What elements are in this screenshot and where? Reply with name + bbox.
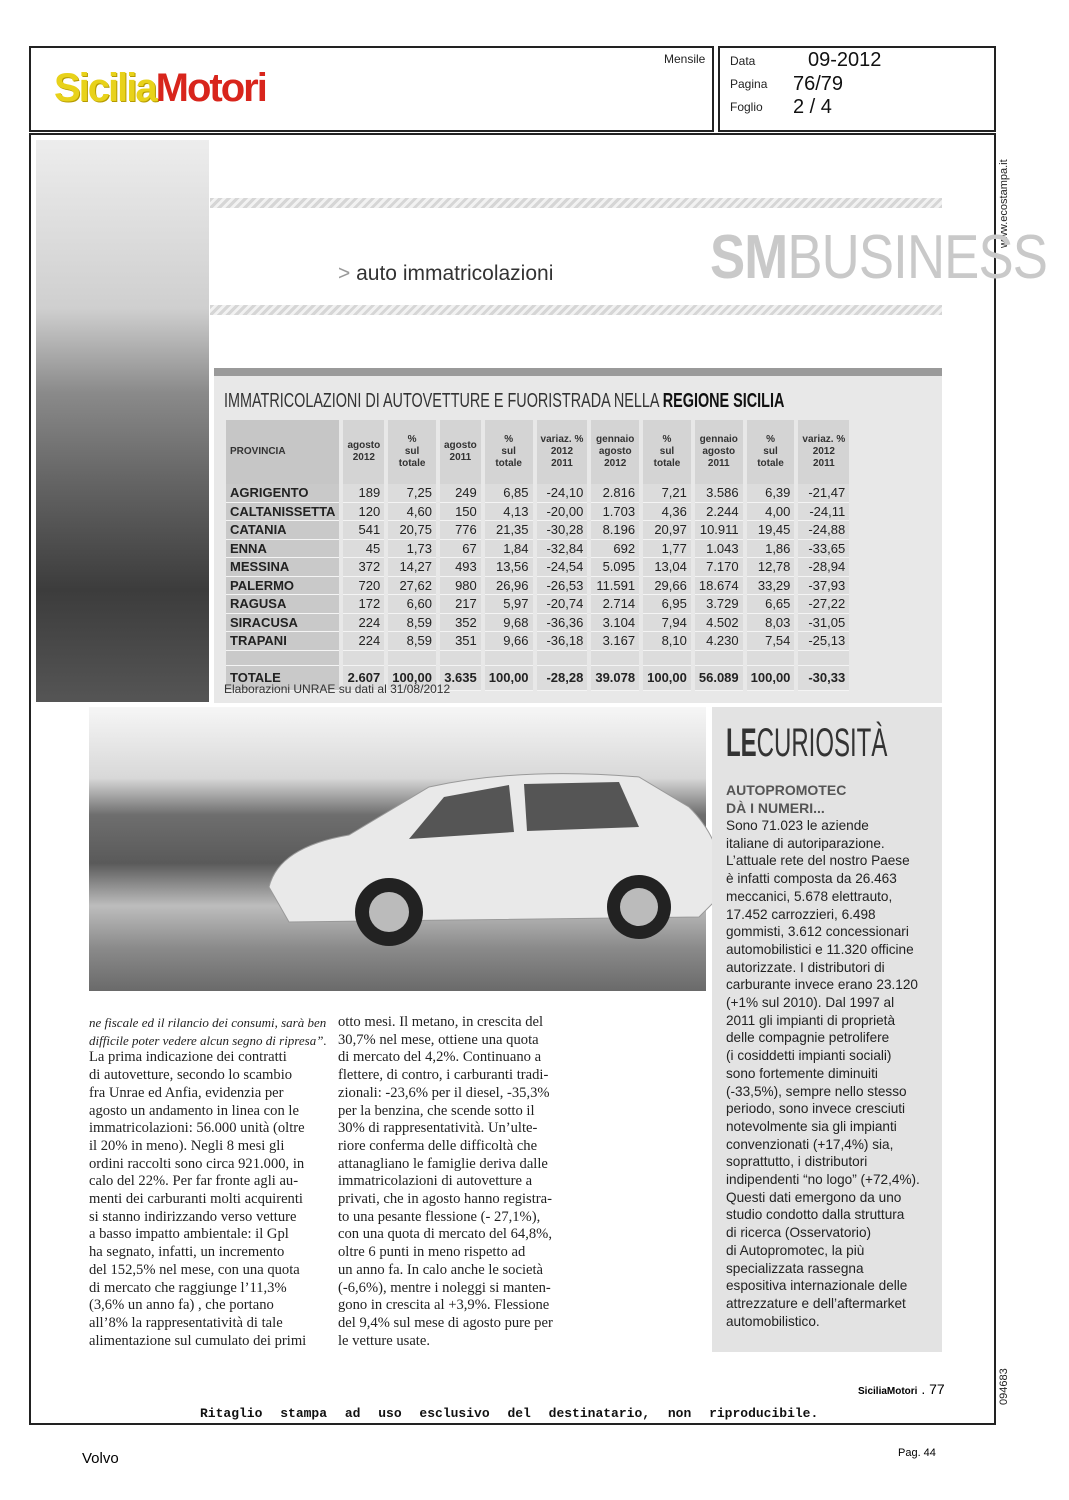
table-cell: 4.502 bbox=[695, 614, 743, 633]
table-cell: 120 bbox=[343, 503, 384, 522]
table-cell: 7,94 bbox=[643, 614, 691, 633]
table-cell: 13,56 bbox=[485, 558, 533, 577]
divider-stripe bbox=[210, 198, 942, 208]
table-source: Elaborazioni UNRAE su dati al 31/08/2012 bbox=[224, 682, 451, 696]
text-line: immatricolazioni di autovetture a bbox=[338, 1173, 533, 1190]
table-cell: 67 bbox=[440, 540, 481, 559]
column-header: % sul totale bbox=[643, 420, 691, 484]
text-line: agosto un andamento in linea con le bbox=[89, 1102, 299, 1119]
text-line: è infatti composta da 26.463 bbox=[726, 871, 897, 887]
province-name: RAGUSA bbox=[226, 595, 339, 614]
text-line: alimentazione sul cumulato dei primi bbox=[89, 1332, 307, 1349]
table-cell: -28,28 bbox=[537, 666, 588, 691]
table-cell: -25,13 bbox=[798, 632, 849, 651]
table-row bbox=[226, 632, 849, 651]
table-cell: 189 bbox=[343, 484, 384, 503]
table-cell: -32,84 bbox=[537, 540, 588, 559]
column-header: variaz. % 2012 2011 bbox=[798, 420, 849, 484]
table-cell: -24,11 bbox=[798, 503, 849, 522]
text-line: oltre 6 punti in meno rispetto ad bbox=[338, 1244, 526, 1261]
table-cell: -30,33 bbox=[798, 666, 849, 691]
table-cell: 8,10 bbox=[643, 632, 691, 651]
empty-cell bbox=[343, 651, 384, 666]
province-name: CALTANISSETTA bbox=[226, 503, 339, 522]
table-cell: -36,36 bbox=[537, 614, 588, 633]
table-cell: 19,45 bbox=[747, 521, 795, 540]
column-header: % sul totale bbox=[485, 420, 533, 484]
sm-business-logo: SMBUSINESS bbox=[710, 223, 1048, 292]
column-header: agosto 2011 bbox=[440, 420, 481, 484]
table-cell: -36,18 bbox=[537, 632, 588, 651]
table-cell: -27,22 bbox=[798, 595, 849, 614]
province-name: PALERMO bbox=[226, 577, 339, 596]
page-footer-number: Pag. 44 bbox=[898, 1447, 936, 1459]
text-line: (3,6% un anno fa) , che portano bbox=[89, 1297, 274, 1314]
province-name: CATANIA bbox=[226, 521, 339, 540]
column-header: PROVINCIA bbox=[226, 420, 339, 484]
text-line: 30% di rappresentatività. Un’ulte- bbox=[338, 1120, 538, 1137]
table-cell: 5,97 bbox=[485, 595, 533, 614]
table-cell: 56.089 bbox=[695, 666, 743, 691]
text-line: studio condotto dalla struttura bbox=[726, 1207, 905, 1223]
empty-cell bbox=[537, 651, 588, 666]
table-cell: 4,60 bbox=[388, 503, 436, 522]
text-line: to una pesante flessione (- 27,1%), bbox=[338, 1208, 541, 1225]
empty-cell bbox=[798, 651, 849, 666]
table-cell: 224 bbox=[343, 632, 384, 651]
table-cell: -30,28 bbox=[537, 521, 588, 540]
text-line: con una quota di mercato del 64,8%, bbox=[338, 1226, 552, 1243]
text-line: periodo, sono invece cresciuti bbox=[726, 1101, 906, 1117]
text-line: immatricolazioni: 56.000 unità (oltre bbox=[89, 1120, 305, 1137]
table-cell: 172 bbox=[343, 595, 384, 614]
text-line: attrezzature e dell’aftermarket bbox=[726, 1295, 906, 1311]
column-header: agosto 2012 bbox=[343, 420, 384, 484]
table-cell: 7,21 bbox=[643, 484, 691, 503]
table-cell: 7,25 bbox=[388, 484, 436, 503]
frequency: Mensile bbox=[664, 52, 706, 66]
table-row bbox=[226, 595, 849, 614]
table-cell: -20,00 bbox=[537, 503, 588, 522]
column-header: gennaio agosto 2012 bbox=[591, 420, 639, 484]
text-line: automobilistico. bbox=[726, 1313, 820, 1329]
text-line: a basso impatto ambientale: il Gpl bbox=[89, 1226, 289, 1243]
table-cell: 8,03 bbox=[747, 614, 795, 633]
table-cell: 980 bbox=[440, 577, 481, 596]
side-photo bbox=[36, 140, 209, 702]
table-cell: 20,97 bbox=[643, 521, 691, 540]
car-photo bbox=[89, 707, 706, 991]
text-line: si stanno indirizzando verso vetture bbox=[89, 1208, 297, 1225]
column-header: % sul totale bbox=[388, 420, 436, 484]
table-cell: 100,00 bbox=[747, 666, 795, 691]
table-cell: 4,36 bbox=[643, 503, 691, 522]
spacer-row bbox=[226, 651, 849, 666]
text-line: Sono 71.023 le aziende bbox=[726, 818, 869, 833]
table-cell: 4,00 bbox=[747, 503, 795, 522]
table-row bbox=[226, 484, 849, 503]
divider-stripe bbox=[210, 305, 942, 315]
table-cell: -28,94 bbox=[798, 558, 849, 577]
table-cell: -37,93 bbox=[798, 577, 849, 596]
table-cell: 1,86 bbox=[747, 540, 795, 559]
article-column-1 bbox=[89, 1014, 329, 1350]
table-cell: -26,53 bbox=[537, 577, 588, 596]
text-line: delle compagnie petrolifere bbox=[726, 1030, 890, 1046]
text-line: le vetture usate. bbox=[338, 1332, 430, 1349]
table-cell: 217 bbox=[440, 595, 481, 614]
table-cell: 3.586 bbox=[695, 484, 743, 503]
magazine-logo: SiciliaMotori bbox=[54, 66, 266, 110]
table-cell: 1.043 bbox=[695, 540, 743, 559]
curiosita-heading: AUTOPROMOTEC DÀ I NUMERI... bbox=[726, 782, 847, 816]
table-cell: 11.591 bbox=[591, 577, 639, 596]
province-name: TRAPANI bbox=[226, 632, 339, 651]
table-cell: 150 bbox=[440, 503, 481, 522]
table-cell: 9,68 bbox=[485, 614, 533, 633]
table-cell: 2.816 bbox=[591, 484, 639, 503]
text-line: di ricerca (Osservatorio) bbox=[726, 1225, 872, 1241]
text-line: attanagliano le famiglie deriva dalle bbox=[338, 1155, 548, 1172]
text-line: (-6,6%), mentre i noleggi si manten- bbox=[338, 1279, 551, 1296]
table-cell: 720 bbox=[343, 577, 384, 596]
province-name: MESSINA bbox=[226, 558, 339, 577]
text-line: zionali: -23,6% per il diesel, -35,3% bbox=[338, 1084, 550, 1101]
table-cell: 7,54 bbox=[747, 632, 795, 651]
text-line: (i cosiddetti impianti sociali) bbox=[726, 1048, 892, 1064]
empty-cell bbox=[485, 651, 533, 666]
curiosita-body bbox=[726, 817, 941, 1330]
text-line: riore conferma delle difficoltà che bbox=[338, 1137, 538, 1154]
table-cell: 3.167 bbox=[591, 632, 639, 651]
text-line: gommisti, 3.612 concessionari bbox=[726, 924, 909, 940]
text-line: espositiva internazionale delle bbox=[726, 1278, 908, 1294]
table-cell: 1,84 bbox=[485, 540, 533, 559]
empty-cell bbox=[747, 651, 795, 666]
date-label: Data bbox=[730, 54, 756, 68]
table-cell: 1.703 bbox=[591, 503, 639, 522]
empty-cell bbox=[695, 651, 743, 666]
text-line: notevolmente sia gli impianti bbox=[726, 1118, 897, 1134]
text-line: 17.452 carrozzieri, 6.498 bbox=[726, 906, 876, 922]
text-line: convenzionati (+17,4%) sia, bbox=[726, 1136, 894, 1152]
panel-bar bbox=[214, 368, 942, 376]
text-line: all’8% la rappresentatività di tale bbox=[89, 1314, 283, 1331]
table-cell: 4.230 bbox=[695, 632, 743, 651]
empty-cell bbox=[643, 651, 691, 666]
table-cell: 352 bbox=[440, 614, 481, 633]
table-cell: 493 bbox=[440, 558, 481, 577]
footer-folio: SiciliaMotori . 77 bbox=[858, 1381, 945, 1397]
text-line: di mercato del 4,2%. Continuano a bbox=[338, 1049, 542, 1066]
table-cell: 6,85 bbox=[485, 484, 533, 503]
table-cell: 21,35 bbox=[485, 521, 533, 540]
table-row bbox=[226, 614, 849, 633]
table-cell: 541 bbox=[343, 521, 384, 540]
table-cell: 2.607 bbox=[343, 666, 384, 691]
text-line: italiane di autoriparazione. bbox=[726, 835, 885, 851]
table-cell: -21,47 bbox=[798, 484, 849, 503]
curiosita-title: LECURIOSITÀ bbox=[726, 721, 888, 765]
column-header: gennaio agosto 2011 bbox=[695, 420, 743, 484]
text-line: La prima indicazione dei contratti bbox=[89, 1049, 287, 1066]
text-line: (-33,5%), sempre nello stesso bbox=[726, 1083, 907, 1099]
date-value: 09-2012 bbox=[808, 49, 882, 71]
table-cell: 27,62 bbox=[388, 577, 436, 596]
text-line: automobilistici e 11.320 officine bbox=[726, 941, 914, 957]
text-line: indipendenti “no logo” (+72,4%). bbox=[726, 1172, 920, 1188]
table-cell: 100,00 bbox=[643, 666, 691, 691]
table-cell: -20,74 bbox=[537, 595, 588, 614]
text-line: L’attuale rete del nostro Paese bbox=[726, 853, 910, 869]
side-site: www.ecostampa.it bbox=[998, 159, 1010, 248]
table-cell: 29,66 bbox=[643, 577, 691, 596]
text-line: carburante invece erano 23.120 bbox=[726, 977, 918, 993]
text-line: ne fiscale ed il rilancio dei consumi, sarà ben bbox=[89, 1015, 327, 1030]
sheet-label: Foglio bbox=[730, 100, 763, 114]
table-cell: 20,75 bbox=[388, 521, 436, 540]
text-line: menti dei carburanti molti acquirenti bbox=[89, 1191, 303, 1208]
table-cell: 249 bbox=[440, 484, 481, 503]
text-line: fra Unrae ed Anfia, evidenzia per bbox=[89, 1084, 284, 1101]
text-line: (+1% sul 2010). Dal 1997 al bbox=[726, 995, 895, 1011]
text-line: ordini raccolti sono circa 921.000, in bbox=[89, 1155, 305, 1172]
text-line: 30,7% nel mese, ottiene una quota bbox=[338, 1031, 539, 1048]
table-cell: -24,10 bbox=[537, 484, 588, 503]
table-cell: -31,05 bbox=[798, 614, 849, 633]
table-cell: -24,54 bbox=[537, 558, 588, 577]
table-cell: 100,00 bbox=[485, 666, 533, 691]
text-line: un anno fa. In calo anche le società bbox=[338, 1261, 544, 1278]
text-line: specializzata rassegna bbox=[726, 1260, 864, 1276]
curiosita-box bbox=[712, 707, 942, 1352]
text-line: sono fortemente diminuiti bbox=[726, 1065, 878, 1081]
text-line: del 152,5% nel mese, con una quota bbox=[89, 1261, 300, 1278]
empty-cell bbox=[591, 651, 639, 666]
side-code: 094683 bbox=[998, 1368, 1010, 1405]
table-cell: 692 bbox=[591, 540, 639, 559]
table-cell: 372 bbox=[343, 558, 384, 577]
clipping-notice: Ritaglio stampa ad uso esclusivo del destinatario, non riproducibile. bbox=[200, 1406, 819, 1421]
column-header: % sul totale bbox=[747, 420, 795, 484]
table-cell: 10.911 bbox=[695, 521, 743, 540]
text-line: ha segnato, infatti, un incremento bbox=[89, 1244, 285, 1261]
text-line: di autovetture, secondo lo scambio bbox=[89, 1067, 293, 1084]
text-line: Questi dati emergono da uno bbox=[726, 1189, 902, 1205]
text-line: di Autopromotec, la più bbox=[726, 1242, 865, 1258]
table-row bbox=[226, 577, 849, 596]
text-line: calo del 22%. Per far fronte agli au- bbox=[89, 1173, 299, 1190]
text-line: otto mesi. Il metano, in crescita del bbox=[338, 1014, 544, 1030]
table-cell: 8,59 bbox=[388, 632, 436, 651]
table-cell: 26,96 bbox=[485, 577, 533, 596]
table-cell: 9,66 bbox=[485, 632, 533, 651]
table-cell: 8.196 bbox=[591, 521, 639, 540]
text-line: privati, che in agosto hanno registra- bbox=[338, 1191, 552, 1208]
table-cell: -33,65 bbox=[798, 540, 849, 559]
sheet-value: 2 / 4 bbox=[793, 96, 832, 118]
empty-cell bbox=[440, 651, 481, 666]
table-cell: 7.170 bbox=[695, 558, 743, 577]
table-cell: 18.674 bbox=[695, 577, 743, 596]
column-header: variaz. % 2012 2011 bbox=[537, 420, 588, 484]
table-cell: 100,00 bbox=[388, 666, 436, 691]
table-cell: 14,27 bbox=[388, 558, 436, 577]
registrations-table bbox=[222, 420, 853, 691]
table-cell: 1,73 bbox=[388, 540, 436, 559]
table-row bbox=[226, 558, 849, 577]
table-cell: 12,78 bbox=[747, 558, 795, 577]
empty-cell bbox=[226, 651, 339, 666]
client-name: Volvo bbox=[82, 1450, 119, 1467]
text-line: di mercato che raggiunge l’11,3% bbox=[89, 1279, 287, 1296]
article-column-2 bbox=[338, 1014, 578, 1350]
text-line: per la benzina, che scende sotto il bbox=[338, 1102, 535, 1119]
table-cell: 3.104 bbox=[591, 614, 639, 633]
province-name: SIRACUSA bbox=[226, 614, 339, 633]
table-title: IMMATRICOLAZIONI DI AUTOVETTURE E FUORISTRADA NELLA REGIONE SICILIA bbox=[224, 390, 785, 412]
table-cell: -24,88 bbox=[798, 521, 849, 540]
province-name: ENNA bbox=[226, 540, 339, 559]
table-cell: 6,95 bbox=[643, 595, 691, 614]
table-cell: 2.244 bbox=[695, 503, 743, 522]
page-label: Pagina bbox=[730, 77, 768, 91]
table-cell: 6,65 bbox=[747, 595, 795, 614]
table-cell: 6,60 bbox=[388, 595, 436, 614]
table-cell: 6,39 bbox=[747, 484, 795, 503]
text-line: gono in crescita al +3,9%. Flessione bbox=[338, 1297, 550, 1314]
table-row bbox=[226, 521, 849, 540]
section-title: > auto immatricolazioni bbox=[338, 262, 554, 285]
text-line: meccanici, 5.678 elettrauto, bbox=[726, 888, 893, 904]
chevron-icon: > bbox=[338, 262, 357, 285]
province-name: TOTALE bbox=[226, 666, 339, 691]
table-cell: 39.078 bbox=[591, 666, 639, 691]
table-row bbox=[226, 540, 849, 559]
table-cell: 8,59 bbox=[388, 614, 436, 633]
table-cell: 2.714 bbox=[591, 595, 639, 614]
table-cell: 45 bbox=[343, 540, 384, 559]
car-illustration bbox=[259, 747, 729, 947]
table-row bbox=[226, 503, 849, 522]
province-name: AGRIGENTO bbox=[226, 484, 339, 503]
text-line: 2011 gli impianti di proprietà bbox=[726, 1012, 896, 1028]
text-line: soprattutto, i distributori bbox=[726, 1154, 868, 1170]
table-cell: 3.729 bbox=[695, 595, 743, 614]
registrations-table-panel bbox=[214, 368, 942, 703]
text-line: del 9,4% sul mese di agosto pure per bbox=[338, 1314, 553, 1331]
table-cell: 13,04 bbox=[643, 558, 691, 577]
table-cell: 5.095 bbox=[591, 558, 639, 577]
table-cell: 3.635 bbox=[440, 666, 481, 691]
text-line: difficile poter vedere alcun segno di ripresa”. bbox=[89, 1032, 327, 1048]
table-cell: 33,29 bbox=[747, 577, 795, 596]
table-cell: 351 bbox=[440, 632, 481, 651]
table-cell: 224 bbox=[343, 614, 384, 633]
table-cell: 4,13 bbox=[485, 503, 533, 522]
text-line: il 20% in meno). Negli 8 mesi gli bbox=[89, 1137, 285, 1154]
empty-cell bbox=[388, 651, 436, 666]
text-line: autorizzate. I distributori di bbox=[726, 959, 885, 975]
text-line: flettere, di contro, i carburanti tradi- bbox=[338, 1067, 549, 1084]
table-cell: 1,77 bbox=[643, 540, 691, 559]
table-cell: 776 bbox=[440, 521, 481, 540]
page-value: 76/79 bbox=[793, 73, 844, 95]
